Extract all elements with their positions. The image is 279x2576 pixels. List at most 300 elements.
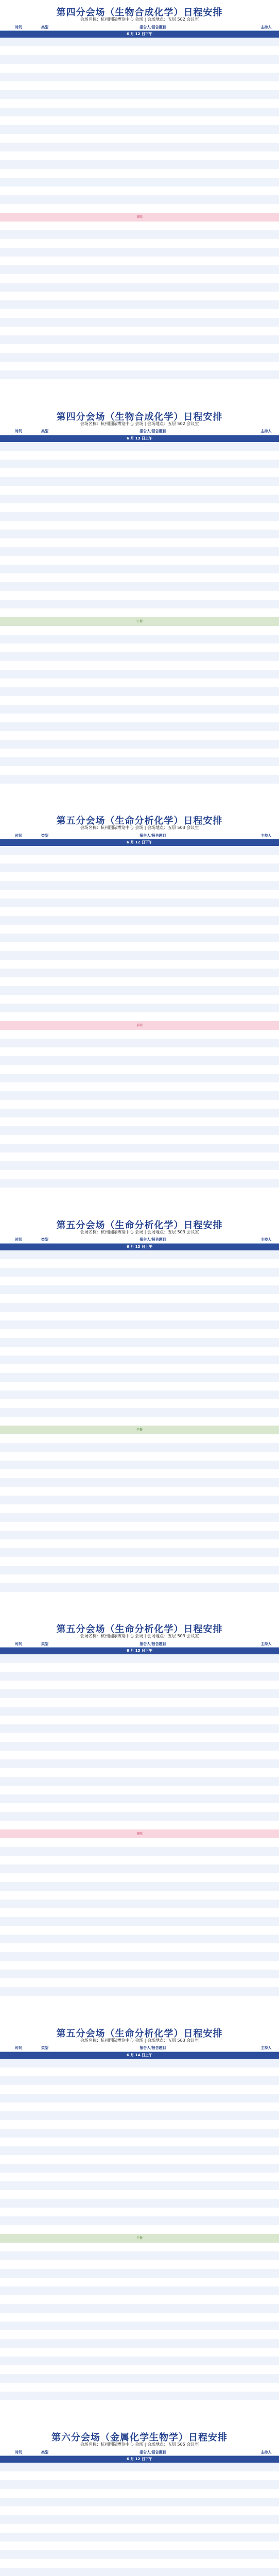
schedule-row [0,451,279,460]
section-meta: 会场名称：杭州国际博览中心 会场 | 会场地点：五层 503 会议室 [80,2038,199,2043]
schedule-row [0,512,279,521]
schedule-row [0,1161,279,1170]
header-col_topic: 报告人/报告题目 [140,833,166,838]
schedule-row [0,1873,279,1882]
schedule-row [0,2286,279,2295]
schedule-row [0,740,279,749]
schedule-row [0,2208,279,2216]
schedule-row [0,2515,279,2524]
schedule-row [0,696,279,705]
schedule-row [0,1716,279,1724]
schedule-row [0,1961,279,1970]
schedule-row [0,608,279,617]
schedule-row [0,1672,279,1681]
schedule-row [0,1496,279,1504]
schedule-row [0,635,279,643]
schedule-row [0,530,279,538]
header-col_topic: 报告人/报告题目 [140,429,166,433]
schedule-row [0,1513,279,1522]
schedule-row [0,2295,279,2304]
schedule-row [0,2330,279,2339]
schedule-row [0,503,279,512]
header-col_topic: 报告人/报告题目 [140,2450,166,2454]
schedule-row [0,1364,279,1373]
schedule-row [0,222,279,230]
schedule-row [0,731,279,740]
schedule-row: 午餐 [0,2234,279,2243]
schedule-row [0,626,279,635]
schedule-row [0,766,279,775]
schedule-row [0,2489,279,2498]
schedule-row [0,1144,279,1153]
schedule-row [0,2199,279,2208]
schedule-row [0,1698,279,1707]
schedule-row [0,178,279,187]
schedule-row [0,1391,279,1399]
schedule-row [0,1681,279,1689]
schedule-row [0,1347,279,1355]
header-col_time: 时间 [15,833,22,838]
schedule-row [0,1461,279,1469]
schedule-row [0,1312,279,1320]
schedule-row [0,379,279,388]
schedule-row [0,169,279,178]
header-col_time: 时间 [15,1238,22,1242]
schedule-row [0,1917,279,1926]
schedule-row [0,1943,279,1952]
schedule-row [0,344,279,353]
section-title: 第四分会场（生物合成化学）日程安排 [56,411,223,422]
schedule-row [0,239,279,248]
day-banner: 6 月 14 日上午 [0,2052,279,2059]
schedule-row [0,1970,279,1978]
schedule-row [0,2173,279,2181]
schedule-row [0,318,279,327]
schedule-row [0,1179,279,1188]
schedule-row [0,2348,279,2357]
schedule-row [0,934,279,942]
schedule-row [0,1065,279,1074]
schedule-row [0,2181,279,2190]
schedule-row [0,907,279,916]
schedule-row [0,1583,279,1592]
schedule-row [0,1188,279,1196]
schedule-row [0,1487,279,1496]
table-header [0,2449,279,2456]
schedule-row [0,714,279,722]
schedule-row [0,643,279,652]
section-meta: 会场名称：杭州国际博览中心 会场 | 会场地点：五层 503 会议室 [80,825,199,830]
schedule-row [0,1373,279,1382]
schedule-row [0,2304,279,2313]
schedule-row [0,687,279,696]
schedule-row [0,1751,279,1759]
day-banner: 6 月 12 日下午 [0,31,279,38]
schedule-row [0,1926,279,1935]
schedule-row [0,1689,279,1698]
schedule-row [0,916,279,925]
schedule-row [0,547,279,556]
schedule-row [0,2190,279,2199]
schedule-row [0,1935,279,1943]
schedule-row [0,1012,279,1021]
schedule-row [0,1126,279,1135]
schedule-row [0,335,279,344]
day-banner: 6 月 13 日下午 [0,1648,279,1654]
schedule-row [0,46,279,55]
schedule-row [0,1733,279,1742]
schedule-section [0,404,279,809]
schedule-row [0,1574,279,1583]
table-header [0,1236,279,1244]
header-col_time: 时间 [15,2046,22,2050]
schedule-row [0,1996,279,2005]
schedule-row [0,160,279,169]
schedule-row [0,1548,279,1557]
schedule-row [0,300,279,309]
schedule-row [0,2278,279,2286]
schedule-row [0,468,279,477]
header-col_topic: 报告人/报告题目 [140,2046,166,2050]
schedule-row [0,1566,279,1574]
schedule-row [0,1056,279,1065]
schedule-row [0,1039,279,1047]
schedule-row [0,2550,279,2559]
schedule-row [0,2374,279,2383]
schedule-row [0,2138,279,2146]
schedule-row [0,125,279,134]
schedule-row [0,1268,279,1277]
schedule-row [0,2533,279,2541]
section-title: 第五分会场（生命分析化学）日程安排 [56,2028,223,2039]
schedule-row [0,257,279,265]
schedule-row [0,1847,279,1856]
schedule-row [0,1821,279,1829]
schedule-row [0,775,279,784]
table-header [0,428,279,435]
schedule-row [0,2094,279,2103]
header-col_time: 时间 [15,429,22,433]
schedule-row [0,151,279,160]
schedule-section [0,2021,279,2426]
header-col_chair: 主持人 [260,429,272,433]
schedule-row [0,1417,279,1426]
schedule-row [0,565,279,573]
schedule-row [0,1294,279,1303]
schedule-row [0,1047,279,1056]
schedule-row [0,1724,279,1733]
day-banner: 6 月 12 日下午 [0,2456,279,2463]
day-banner: 6 月 13 日上午 [0,1244,279,1250]
schedule-row [0,2559,279,2568]
table-header [0,832,279,839]
schedule-row [0,143,279,151]
schedule-row [0,195,279,204]
header-col_type: 类型 [41,1238,48,1242]
schedule-row [0,1399,279,1408]
header-col_type: 类型 [41,833,48,838]
schedule-row [0,1663,279,1672]
schedule-row [0,265,279,274]
schedule-row [0,1900,279,1908]
schedule-row [0,1768,279,1777]
schedule-row [0,1786,279,1794]
schedule-row [0,942,279,951]
schedule-row [0,1382,279,1391]
schedule-row [0,116,279,125]
section-title: 第五分会场（生命分析化学）日程安排 [56,1219,223,1231]
schedule-row [0,2146,279,2155]
section-meta: 会场名称：杭州国际博览中心 会场 | 会场地点：五层 505 会议室 [80,2442,199,2447]
schedule-row [0,573,279,582]
schedule-row [0,1408,279,1417]
schedule-row [0,1865,279,1873]
header-col_type: 类型 [41,2046,48,2050]
schedule-row [0,274,279,283]
schedule-row [0,977,279,986]
schedule-row [0,81,279,90]
schedule-row [0,2164,279,2173]
schedule-row [0,1504,279,1513]
schedule-row [0,855,279,863]
schedule-section [0,0,279,404]
schedule-row [0,1891,279,1900]
schedule-row [0,705,279,714]
schedule-row [0,1443,279,1452]
schedule-row [0,872,279,881]
schedule-row [0,55,279,64]
schedule-row [0,2568,279,2576]
schedule-row [0,1707,279,1716]
schedule-row [0,1285,279,1294]
schedule-section [0,808,279,1213]
schedule-row [0,2506,279,2515]
day-banner: 6 月 13 日上午 [0,435,279,442]
schedule-row [0,2365,279,2374]
section-title: 第五分会场（生命分析化学）日程安排 [56,816,223,826]
header-col_time: 时间 [15,2450,22,2454]
table-header [0,1640,279,1648]
schedule-row [0,1987,279,1996]
schedule-row [0,477,279,486]
schedule-row [0,1338,279,1347]
schedule-row [0,495,279,503]
header-col_type: 类型 [41,1641,48,1646]
schedule-row [0,1091,279,1100]
schedule-row [0,1259,279,1268]
schedule-row [0,2059,279,2067]
header-col_chair: 主持人 [260,1641,272,1646]
schedule-row [0,1531,279,1539]
table-header [0,24,279,31]
schedule-row [0,2216,279,2225]
schedule-row [0,1908,279,1917]
schedule-row [0,1557,279,1566]
schedule-row [0,2400,279,2409]
schedule-row [0,2498,279,2506]
schedule-row [0,327,279,335]
schedule-row: 午餐 [0,617,279,626]
schedule-row: 午餐 [0,1426,279,1434]
schedule-row [0,2471,279,2480]
header-col_type: 类型 [41,25,48,29]
schedule-row [0,90,279,99]
schedule-row [0,670,279,679]
section-meta: 会场名称：杭州国际博览中心 会场 | 会场地点：五层 502 会议室 [80,17,199,22]
section-meta: 会场名称：杭州国际博览中心 会场 | 会场地点：五层 503 会议室 [80,1229,199,1234]
schedule-row [0,2155,279,2164]
schedule-section [0,2425,279,2576]
schedule-row [0,1812,279,1821]
schedule-row [0,73,279,81]
schedule-row [0,1082,279,1091]
schedule-row [0,1882,279,1891]
schedule-row [0,2524,279,2533]
schedule-row [0,2357,279,2365]
schedule-row [0,899,279,907]
schedule-row [0,486,279,495]
schedule-row [0,784,279,792]
schedule-row [0,1109,279,1117]
schedule-row [0,2129,279,2138]
schedule-row [0,538,279,547]
header-col_type: 类型 [41,2450,48,2454]
schedule-row [0,1117,279,1126]
schedule-row [0,969,279,977]
schedule-row [0,99,279,108]
header-col_topic: 报告人/报告题目 [140,25,166,29]
header-col_chair: 主持人 [260,25,272,29]
schedule-row [0,2463,279,2471]
schedule-row [0,722,279,731]
schedule-row [0,2269,279,2278]
schedule-row [0,2067,279,2076]
schedule-row [0,1952,279,1961]
schedule-row [0,362,279,370]
schedule-row [0,283,279,292]
schedule-row [0,1803,279,1812]
schedule-row [0,2111,279,2120]
schedule-row [0,749,279,757]
schedule-row: 茶歇 [0,1829,279,1838]
schedule-row [0,2076,279,2085]
schedule-section [0,1213,279,1617]
schedule-row [0,2383,279,2392]
schedule-row [0,2085,279,2094]
schedule-row [0,1303,279,1312]
schedule-row [0,187,279,195]
table-header [0,2045,279,2052]
schedule-row [0,995,279,1004]
schedule-row [0,582,279,591]
schedule-row [0,1277,279,1285]
schedule-row [0,1592,279,1601]
header-col_chair: 主持人 [260,2046,272,2050]
header-col_chair: 主持人 [260,1238,272,1242]
section-meta: 会场名称：杭州国际博览中心 会场 | 会场地点：五层 502 会议室 [80,421,199,426]
schedule-row [0,1777,279,1786]
schedule-section [0,1617,279,2021]
schedule-row: 茶歇 [0,1021,279,1030]
schedule-row [0,652,279,661]
header-col_chair: 主持人 [260,2450,272,2454]
schedule-row [0,1320,279,1329]
section-title: 第六分会场（金属化学生物学）日程安排 [51,2432,228,2443]
schedule-row [0,890,279,899]
schedule-row [0,370,279,379]
schedule-row [0,1794,279,1803]
schedule-row [0,1100,279,1109]
schedule-row [0,1355,279,1364]
schedule-row [0,591,279,600]
schedule-row [0,2260,279,2269]
section-title: 第五分会场（生命分析化学）日程安排 [56,1624,223,1635]
header-col_type: 类型 [41,429,48,433]
schedule-row [0,1539,279,1548]
schedule-row [0,2339,279,2348]
schedule-row [0,1329,279,1338]
schedule-row [0,1452,279,1461]
schedule-row [0,960,279,969]
schedule-row [0,1135,279,1144]
schedule-row [0,2313,279,2321]
schedule-row [0,2321,279,2330]
schedule-row [0,460,279,468]
schedule-row [0,1654,279,1663]
schedule-row [0,986,279,995]
schedule-row [0,1030,279,1039]
section-meta: 会场名称：杭州国际博览中心 会场 | 会场地点：五层 503 会议室 [80,1634,199,1638]
schedule-row [0,230,279,239]
schedule-row [0,2120,279,2129]
schedule-row [0,661,279,670]
schedule-row [0,1153,279,1161]
schedule-row [0,309,279,318]
schedule-row [0,248,279,257]
header-col_time: 时间 [15,1641,22,1646]
schedule-row [0,600,279,608]
schedule-row [0,1250,279,1259]
schedule-row [0,38,279,46]
schedule-row [0,2392,279,2400]
schedule-row [0,134,279,143]
schedule-row [0,556,279,565]
schedule-row [0,1838,279,1847]
schedule-row [0,1522,279,1531]
header-col_topic: 报告人/报告题目 [140,1641,166,1646]
header-col_topic: 报告人/报告题目 [140,1238,166,1242]
schedule-row [0,925,279,934]
schedule-row [0,108,279,116]
schedule-row [0,1469,279,1478]
schedule-row [0,757,279,766]
schedule-row [0,1856,279,1865]
schedule-row [0,679,279,687]
schedule-row [0,64,279,73]
schedule-row [0,881,279,890]
schedule-row [0,521,279,530]
schedule-row: 茶歇 [0,213,279,222]
schedule-row [0,1434,279,1443]
header-col_time: 时间 [15,25,22,29]
schedule-row [0,2251,279,2260]
schedule-row [0,1759,279,1768]
schedule-row [0,2541,279,2550]
schedule-row [0,1074,279,1082]
schedule-row [0,951,279,960]
schedule-row [0,353,279,362]
schedule-row [0,863,279,872]
